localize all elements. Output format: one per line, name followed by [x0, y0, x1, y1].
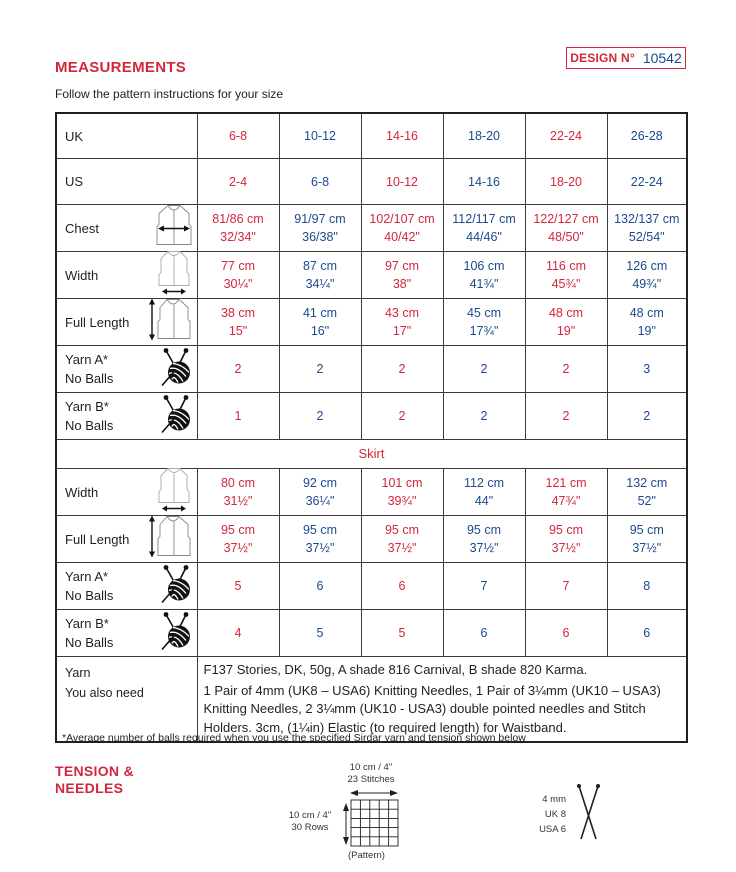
tension-gauge-diagram — [276, 762, 446, 872]
design-label: DESIGN N° — [570, 51, 635, 65]
size-value-cell: 2 — [279, 346, 361, 393]
row-label-line: Yarn A* — [65, 352, 109, 367]
value-metric: 132/137 cm — [614, 212, 680, 226]
gauge-row-count: 30 Rows — [291, 822, 329, 833]
value-imperial: 19" — [637, 324, 656, 338]
garment-width-icon — [156, 468, 192, 517]
crossed-needles-icon — [530, 782, 610, 844]
value-metric: 122/127 cm — [533, 212, 599, 226]
size-value-cell: 2 — [361, 346, 443, 393]
table-row — [56, 393, 687, 440]
value-imperial: 36/38" — [302, 230, 338, 244]
row-label-cell — [56, 610, 197, 657]
size-value-cell: 2 — [525, 346, 607, 393]
value-metric: 48 cm — [548, 306, 584, 320]
value-imperial: 37½" — [551, 541, 581, 555]
size-value-cell: 5 — [361, 610, 443, 657]
value-metric: 112 cm — [463, 476, 505, 490]
value-imperial: 15" — [228, 324, 248, 338]
size-value-cell — [361, 469, 443, 516]
value-metric: 45 cm — [466, 306, 502, 320]
gauge-stitch-count: 23 Stitches — [347, 774, 395, 785]
row-label-cell — [56, 159, 197, 205]
size-value-cell — [443, 469, 525, 516]
row-label-cell — [56, 113, 197, 159]
size-value-cell: 18-20 — [443, 113, 525, 159]
yarn-ball-icon — [160, 347, 192, 392]
value-imperial: 30¼" — [223, 277, 253, 291]
size-value-cell: 2 — [197, 346, 279, 393]
size-value-cell — [525, 299, 607, 346]
size-value-cell — [361, 252, 443, 299]
size-value-cell: 7 — [443, 563, 525, 610]
size-value-cell: 6-8 — [279, 159, 361, 205]
size-value-cell: 22-24 — [607, 159, 687, 205]
design-number-box — [566, 47, 686, 69]
value-metric: 95 cm — [629, 523, 664, 537]
section-title-tension — [55, 763, 134, 797]
table-row — [56, 610, 687, 657]
value-imperial: 38" — [392, 277, 412, 291]
row-label-line: No Balls — [65, 371, 114, 386]
skirt-heading: Skirt — [56, 440, 687, 469]
garment-chest-icon — [156, 205, 192, 252]
size-value-cell: 6 — [279, 563, 361, 610]
table-row — [56, 469, 687, 516]
table-row — [56, 159, 687, 205]
needle-size-uk: UK 8 — [544, 809, 566, 820]
subtitle: Follow the pattern instructions for your size — [55, 87, 284, 101]
row-label-cell — [56, 299, 197, 346]
value-metric: 121 cm — [545, 476, 587, 490]
row-label-line: No Balls — [65, 418, 114, 433]
size-value-cell: 1 — [197, 393, 279, 440]
materials-row — [56, 657, 687, 743]
value-imperial: 32/34" — [220, 230, 256, 244]
value-metric: 48 cm — [629, 306, 664, 320]
value-imperial: 40/42" — [384, 230, 420, 244]
size-value-cell — [279, 205, 361, 252]
size-value-cell — [607, 469, 687, 516]
size-value-cell: 14-16 — [361, 113, 443, 159]
footnote: *Average number of balls required when you use the specified Sirdar yarn and tension shown below — [62, 732, 526, 744]
yarn-text: F137 Stories, DK, 50g, A shade 816 Carnival, B shade 820 Karma. — [203, 662, 588, 677]
size-value-cell — [279, 516, 361, 563]
size-value-cell — [607, 252, 687, 299]
size-value-cell — [361, 205, 443, 252]
value-imperial: 16" — [310, 324, 330, 338]
row-label-cell — [56, 393, 197, 440]
value-metric: 38 cm — [220, 306, 256, 320]
value-metric: 101 cm — [381, 476, 423, 490]
value-metric: 81/86 cm — [212, 212, 264, 226]
size-value-cell: 2 — [525, 393, 607, 440]
value-imperial: 31½" — [223, 494, 253, 508]
row-label-line: Yarn B* — [65, 399, 109, 414]
value-metric: 77 cm — [220, 259, 256, 273]
value-metric: 95 cm — [302, 523, 338, 537]
size-value-cell: 5 — [279, 610, 361, 657]
size-value-cell: 6 — [361, 563, 443, 610]
size-value-cell — [443, 299, 525, 346]
row-label-cell — [56, 469, 197, 516]
size-value-cell — [443, 516, 525, 563]
size-value-cell: 2 — [279, 393, 361, 440]
table-row — [56, 252, 687, 299]
yarn-ball-icon — [160, 394, 192, 439]
value-metric: 95 cm — [384, 523, 420, 537]
yarn-ball-icon — [160, 611, 192, 656]
row-label-cell — [56, 205, 197, 252]
size-value-cell: 10-12 — [279, 113, 361, 159]
size-value-cell — [197, 516, 279, 563]
row-label-cell — [56, 346, 197, 393]
row-label-cell — [56, 516, 197, 563]
size-value-cell: 2 — [607, 393, 687, 440]
size-value-cell: 7 — [525, 563, 607, 610]
yarn-label: Yarn — [65, 666, 91, 680]
row-label-cell — [56, 252, 197, 299]
value-metric: 41 cm — [302, 306, 338, 320]
row-label-cell — [56, 563, 197, 610]
size-value-cell — [525, 252, 607, 299]
value-imperial: 48/50" — [548, 230, 584, 244]
value-metric: 43 cm — [384, 306, 420, 320]
value-imperial: 47¾" — [551, 494, 581, 508]
value-metric: 112/117 cm — [452, 212, 516, 226]
garment-length-icon — [148, 515, 192, 564]
value-metric: 91/97 cm — [294, 212, 346, 226]
value-metric: 92 cm — [302, 476, 338, 490]
table-row — [56, 563, 687, 610]
tension-title-line1: TENSION & — [55, 763, 134, 779]
size-value-cell — [607, 516, 687, 563]
row-label: Full Length — [65, 531, 130, 547]
size-value-cell: 2 — [443, 346, 525, 393]
table-row — [56, 113, 687, 159]
row-label-line: Yarn B* — [65, 616, 109, 631]
value-imperial: 36¼" — [305, 494, 335, 508]
value-metric: 80 cm — [220, 476, 256, 490]
needle-size-mm: 4 mm — [542, 794, 566, 805]
value-imperial: 45¾" — [551, 277, 581, 291]
size-value-cell: 18-20 — [525, 159, 607, 205]
value-metric: 126 cm — [626, 259, 668, 273]
value-imperial: 37½" — [469, 541, 499, 555]
size-value-cell: 6 — [607, 610, 687, 657]
garment-width-icon — [156, 251, 192, 300]
row-label: Chest — [65, 220, 99, 236]
value-metric: 95 cm — [548, 523, 584, 537]
size-value-cell — [525, 205, 607, 252]
skirt-heading-row — [56, 440, 687, 469]
value-imperial: 44/46" — [466, 230, 502, 244]
size-value-cell — [197, 469, 279, 516]
materials-labels — [56, 657, 197, 743]
size-value-cell: 4 — [197, 610, 279, 657]
row-label-line: No Balls — [65, 588, 114, 603]
row-label: Full Length — [65, 314, 130, 330]
gauge-pattern-label: (Pattern) — [348, 850, 385, 861]
row-label: US — [65, 174, 84, 189]
row-label: Width — [65, 267, 99, 283]
section-title-measurements: MEASUREMENTS — [55, 59, 187, 76]
row-label-line: No Balls — [65, 635, 114, 650]
table-row — [56, 299, 687, 346]
size-value-cell — [279, 252, 361, 299]
value-imperial: 19" — [556, 324, 576, 338]
size-value-cell — [197, 205, 279, 252]
size-value-cell: 5 — [197, 563, 279, 610]
size-value-cell: 8 — [607, 563, 687, 610]
value-imperial: 52" — [637, 494, 656, 508]
value-imperial: 44" — [474, 494, 494, 508]
also-need-text: 1 Pair of 4mm (UK8 – USA6) Knitting Needles, 1 Pair of 3¼mm (UK10 – USA3) Knitting Needles, 2 3¼mm (UK10 - USA3) double pointed needles and Stitch Holders. 3cm, (1¼in) Elastic (to required length) for Waistband. — [203, 682, 661, 735]
value-imperial: 52/54" — [628, 230, 665, 244]
size-value-cell: 14-16 — [443, 159, 525, 205]
value-metric: 87 cm — [302, 259, 338, 273]
size-value-cell — [197, 299, 279, 346]
size-value-cell: 2 — [361, 393, 443, 440]
size-value-cell — [361, 516, 443, 563]
size-value-cell — [443, 252, 525, 299]
table-row — [56, 516, 687, 563]
size-value-cell — [525, 469, 607, 516]
table-row — [56, 205, 687, 252]
yarn-ball-icon — [160, 564, 192, 609]
value-imperial: 17¾" — [469, 324, 499, 338]
size-value-cell: 10-12 — [361, 159, 443, 205]
size-value-cell: 6-8 — [197, 113, 279, 159]
materials-text — [197, 657, 687, 743]
size-value-cell — [525, 516, 607, 563]
measurements-table — [55, 112, 688, 743]
value-imperial: 37½" — [632, 541, 662, 555]
table-row — [56, 346, 687, 393]
size-value-cell — [279, 299, 361, 346]
size-value-cell — [279, 469, 361, 516]
value-imperial: 37½" — [387, 541, 417, 555]
size-value-cell: 2 — [443, 393, 525, 440]
value-metric: 95 cm — [466, 523, 502, 537]
size-value-cell: 2-4 — [197, 159, 279, 205]
needle-size-us: USA 6 — [539, 824, 566, 835]
value-imperial: 41¾" — [469, 277, 499, 291]
value-imperial: 49¾" — [632, 277, 662, 291]
gauge-height-measure: 10 cm / 4" — [288, 810, 332, 821]
garment-length-icon — [148, 298, 192, 347]
row-label: UK — [65, 128, 84, 144]
value-imperial: 39¾" — [387, 494, 417, 508]
gauge-grid-icon — [276, 762, 446, 872]
value-imperial: 34¼" — [305, 277, 335, 291]
value-imperial: 37½" — [305, 541, 335, 555]
size-value-cell — [443, 205, 525, 252]
gauge-width-measure: 10 cm / 4" — [349, 762, 393, 773]
row-label: Width — [65, 484, 99, 500]
value-imperial: 17" — [392, 324, 412, 338]
value-metric: 95 cm — [220, 523, 256, 537]
value-metric: 106 cm — [463, 259, 505, 273]
row-label-line: Yarn A* — [65, 569, 109, 584]
tension-title-line2: NEEDLES — [55, 780, 124, 796]
needle-size-diagram — [530, 782, 610, 842]
size-value-cell: 26-28 — [607, 113, 687, 159]
size-value-cell — [607, 205, 687, 252]
size-value-cell: 6 — [525, 610, 607, 657]
size-value-cell: 3 — [607, 346, 687, 393]
value-metric: 116 cm — [545, 259, 587, 273]
value-imperial: 37½" — [223, 541, 253, 555]
design-number: 10542 — [642, 50, 682, 66]
value-metric: 102/107 cm — [369, 212, 435, 226]
size-value-cell — [197, 252, 279, 299]
value-metric: 132 cm — [626, 476, 668, 490]
size-value-cell — [607, 299, 687, 346]
also-need-label: You also need — [65, 686, 144, 700]
value-metric: 97 cm — [384, 259, 420, 273]
size-value-cell: 22-24 — [525, 113, 607, 159]
size-value-cell — [361, 299, 443, 346]
size-value-cell: 6 — [443, 610, 525, 657]
